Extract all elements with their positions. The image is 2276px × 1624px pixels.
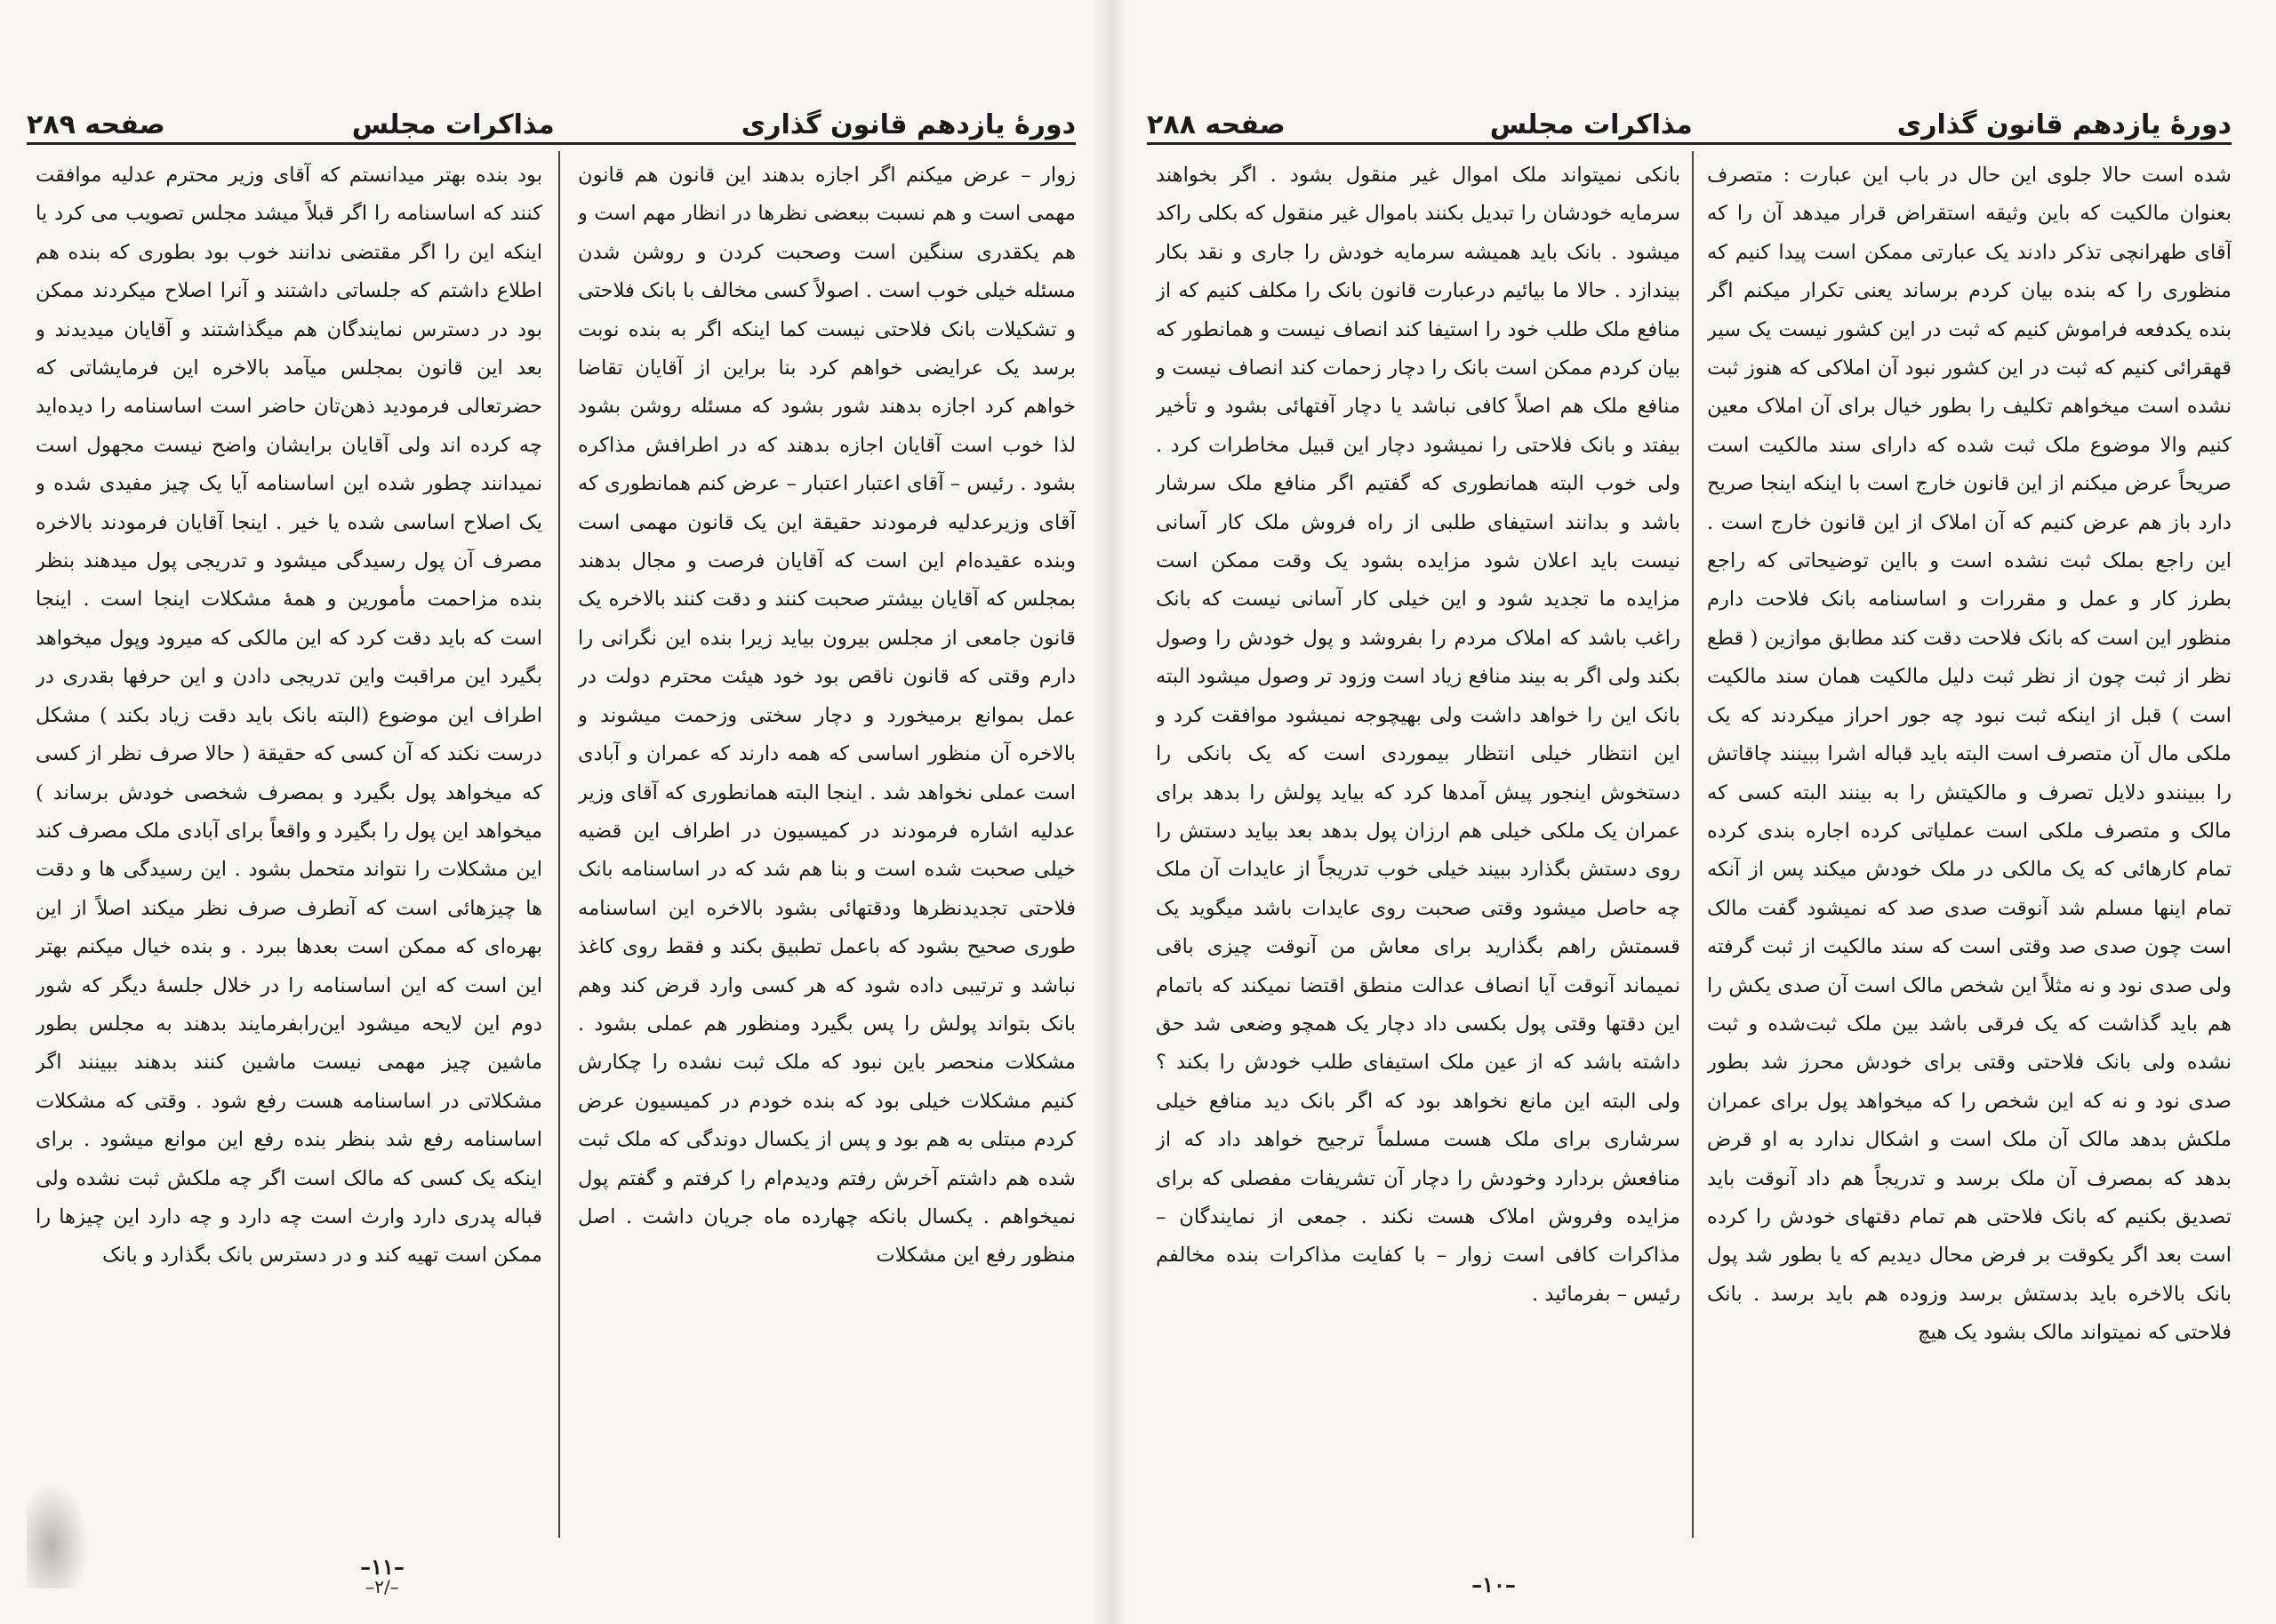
column-text: بود بنده بهتر میدانستم که آقای وزیر محترم عدلیه موافقت کنند که اساسنامه را اگر قبلاً میشد مجلس تصویب می کرد یا اینکه این را اگر مقتضی ندانند خوب بود بطوری که بنده هم اطلاع داشتم که جلساتی داشتند و آنرا اصلاح میکردند ممکن بود در دسترس نمایندگان هم میگذاشتند و آقایان میدیدند و بعد این قانون بمجلس میآمد بالاخره این فرمایشاتی که حضرتعالی فرمودید ذهن‌تان حاضر است اساسنامه را دیده‌اید چه کرده اند ولی آقایان برایشان واضح نیست مجهول است نمیدانند چطور شده این اساسنامه آیا یک چیز مفیدی شده و یک اصلاح اساسی شده یا خیر . اینجا آقایان فرمودند بالاخره مصرف آن پول رسیدگی میشود و تدریجی پول میدهند بنظر بنده مزاحمت مأمورین و همهٔ مشکلات اینجا است . اینجا است که باید دقت کرد که این مالکی که میرود وپول میخواهد بگیرد این مراقبت واین تدریجی دادن و این حرفها بقدری در اطراف این موضوع (البته بانک باید دقت زیاد بکند ) مشکل درست نکند که آن کسی که حقیقة ( حالا صرف نظر از کسی که میخواهد پول بگیرد و بمصرف شخصی خودش برساند ) میخواهد این پول را بگیرد و واقعاً برای آبادی ملک مصرف کند این مشکلات را نتواند متحمل بشود . این رسیدگی ها و دقت ها چیزهائی است که آنطرف صرف نظر میکند اصلاً از این بهره‌ای که ممکن است بعدها ببرد . و بنده خیال میکنم بهتر این است که این اساسنامه را در خلال جلسهٔ دیگر که شور دوم این لایحه میشود این‌رابفرمایند بدهند به مجلس بطور ماشین چیز مهمی نیست ماشین کنند بدهند ببینند اگر مشکلاتی در اساسنامه هست رفع شود . وقتی که مشکلات اساسنامه رفع شد بنظر بنده رفع این موانع میشود . برای اینکه یک کسی که مالک است اگر چه ملکش ثبت نشده ولی قباله پدری دارد وارث است چه دارد و چه دارد این چیزها را ممکن است تهیه کند و در دسترس بانک بگذارد و بانک bbox=[36, 164, 542, 1268]
page-288 bbox=[1147, 0, 2232, 1624]
column-text: زوار – عرض میکنم اگر اجازه بدهند این قانون هم قانون مهمی است و هم نسبت ببعضی نظرها در انظار مهم است و هم یکقدری سنگین است وصحبت کردن و روشن شدن مسئله خیلی خوب است . اصولاً کسی مخالف با بانک فلاحتی و تشکیلات بانک فلاحتی نیست کما اینکه اگر به بنده نوبت برسد یک عرایضی خواهم کرد بنا براین از آقایان تقاضا خواهم کرد اجازه بدهند شور بشود که مسئله روشن بشود لذا خوب است آقایان اجازه بدهند که در اطرافش مذاکره بشود . رئیس – آقای اعتبار اعتبار – عرض کنم همانطوری که آقای وزیرعدلیه فرمودند حقیقة این یک قانون مهمی است وبنده عقیده‌ام این است که آقایان فرصت و مجال بدهند بمجلس که آقایان بیشتر صحبت کنند و دقت کنند بالاخره یک قانون جامعی از مجلس بیرون بیاید زیرا بنده این نگرانی را دارم وقتی که قانون ناقص بود خود هیئت محترم دولت در عمل بموانع برمیخورد و دچار سختی وزحمت میشوند و بالاخره آن منظور اساسی که همه دارند که عمران و آبادی است عملی نخواهد شد . اینجا البته همانطوری که آقای وزیر عدلیه اشاره فرمودند در کمیسیون در اطراف این قضیه خیلی صحبت شده است و بنا هم شد که در اساسنامه بانک فلاحتی تجدیدنظرها ودقتهائی بشود بالاخره این اساسنامه طوری صحیح بشود که باعمل تطبیق بکند و فقط روی کاغذ نباشد و ترتیبی داده شود که هر کسی وارد قرض کند وهم بانک بتواند پولش را پس بگیرد ومنظور هم عملی بشود . مشکلات منحصر باین نبود که ملک ثبت نشده را چکارش کنیم مشکلات خیلی بود که بنده خودم در کمیسیون عرض کردم مبتلی به هم بود و پس از یکسال دوندگی که ملک ثبت شده هم داشتم آخرش رفتم ودیدم‌ام را کرفتم و گفتم پول نمیخواهم . یکسال بانکه چهارده ماه جریان داشت . اصل منظور رفع این مشکلات bbox=[578, 164, 1076, 1268]
folio bbox=[204, 1554, 560, 1597]
text-column-left bbox=[36, 156, 542, 1543]
page-289 bbox=[27, 0, 1076, 1624]
folio-sub: –۲/– bbox=[365, 1576, 399, 1597]
header-page-number: صفحه ۲۸۸ bbox=[1147, 109, 1286, 140]
folio-number: –۱۰– bbox=[1471, 1572, 1516, 1597]
header-session: دورهٔ یازدهم قانون گذاری bbox=[741, 109, 1076, 140]
folio bbox=[1316, 1572, 1671, 1597]
book-gutter bbox=[1092, 0, 1127, 1624]
folio-number: –۱۱– bbox=[360, 1554, 405, 1580]
header-rule bbox=[1147, 142, 2232, 145]
page-header bbox=[27, 78, 1076, 140]
text-column-right bbox=[578, 156, 1076, 1543]
page-header bbox=[1147, 78, 2232, 140]
header-title: مذاکرات مجلس bbox=[351, 109, 555, 140]
header-session: دورهٔ یازدهم قانون گذاری bbox=[1896, 109, 2232, 140]
column-divider bbox=[558, 151, 560, 1538]
column-text: شده است حالا جلوی این حال در باب این عبارت : متصرف بعنوان مالکیت که باین وثیقه استقراض قرار میدهد آن را که آقای طهرانچی تذکر دادند یک عبارتی ممکن است پیدا کنیم که منظوری را که بنده بیان کردم برساند یعنی تکرار میکنم اگر بنده یکدفعه فراموش کنیم که ثبت در این کشور نیست یک سیر قهقرائی کنیم که ثبت در این کشور نبود آن املاکی که هنوز ثبت نشده است میخواهم تکلیف را بطور خیال برای آن املاک معین کنیم والا موضوع ملک ثبت شده که دارای سند مالکیت است صریحاً عرض میکنم از این قانون خارج است با اینکه اینجا صریح دارد باز هم عرض کنیم که آن املاک از این قانون خارج است . این راجع بملک ثبت نشده است و بااین توضیحاتی که راجع بطرز کار و عمل و مقررات و اساسنامه بانک فلاحت دارم منظور این است که بانک فلاحت دقت کند مطابق موازین ( قطع نظر از ثبت چون از نظر ثبت دلیل مالکیت همان سند مالکیت است ) قبل از اینکه ثبت نبود چه جور احراز میکردند که یک ملکی مال آن متصرف است البته باید قباله اشرا ببینند چاقاتش را ببینندو دلایل تصرف و مالکیتش را به بینند البته کسی که مالک و متصرف ملکی است عملیاتی کرده اجاره بندی کرده تمام کارهائی که یک مالکی در ملک خودش میکند پس از آنکه تمام اینها مسلم شد آنوقت صدی صد که نمیشود گفت مالک است چون صدی صد وقتی است که سند مالکیت از ثبت گرفته ولی صدی نود و نه مثلاً این شخص مالک است آن صدی یکش را هم باید گذاشت که یک فرقی باشد بین ملک ثبت‌شده و ثبت نشده ولی بانک فلاحتی وقتی برای خودش محرز شد بطور صدی نود و نه که این شخص را که میخواهد پول برای عمران ملکش بدهد مالک آن ملک است و اشکال ندارد به او قرض بدهد که بمصرف آن ملک برسد و تدریجاً هم داد آنوقت باید تصدیق بکنیم که بانک فلاحتی هم تمام دقتهای خودش را کرده است بعد اگر یکوقت بر فرض محال دیدیم که یا بطور شد پول بانک بالاخره باید بدستش برسد وزوده هم باید برسد . بانک فلاحتی که نمیتواند مالک بشود یک هیچ bbox=[1707, 164, 2232, 1345]
column-text: بانکی نمیتواند ملک اموال غیر منقول بشود . اگر بخواهند سرمایه خودشان را تبدیل بکنند باموال غیر منقول که بکلی راکد میشود . بانک باید همیشه سرمایه خودش را جاری و نقد بکار بیندازد . حالا ما بیائیم درعبارت قانون بانک را مکلف کنیم که از منافع ملک طلب خود را استیفا کند انصاف نیست و همانطور که بیان کردم ممکن است بانک را دچار زحمات کند انصاف نیست و منافع ملک هم اصلاً کافی نباشد یا دچار آفتهائی بشود و تأخیر بیفتد و بانک فلاحتی را نمیشود دچار این قبیل مخاطرات کرد . ولی خوب البته همانطوری که گفتیم اگر منافع ملک سرشار باشد و بدانند استیفای طلبی از راه فروش ملک کار آسانی نیست باید اعلان شود مزایده بشود یک وقت ممکن است مزایده ما تجدید شود و این خیلی کار آسانی نیست که بانک راغب باشد که املاک مردم را بفروشد و پول خودش را وصول بکند ولی اگر به بیند منافع زیاد است وزود تر وصول میشود البته بانک این را خواهد داشت ولی بهیچوجه نمیشود موافقت کرد و این انتظار خیلی انتظار بیموردی است که یک بانکی را دستخوش اینجور پیش آمدها کرد که بیاید پولش را بدهد برای عمران یک ملکی خیلی هم ارزان پول بدهد بعد بیاید دستش را روی دستش بگذارد ببیند خیلی خوب تدریجاً از عایدات آن ملک چه حاصل میشود وقتی صحبت روی عایدات باشد میگوید یک قسمتش راهم بگذارید برای معاش من آنوقت چیزی باقی نمیماند آنوقت آیا انصاف عدالت منطق اقتضا نمیکند که باتمام این دقتها وقتی پول بکسی داد دچار یک همچو وضعی شد حق داشته باشد که از عین ملک استیفای طلب خودش را بکند ؟ ولی البته این مانع نخواهد بود که اگر بانک دید منافع خیلی سرشاری برای ملک هست مسلماً ترجیح خواهد داد که از منافعش بردارد وخودش را دچار آن تشریفات مفصلی که برای مزایده وفروش املاک هست نکند . جمعی از نمایندگان – مذاکرات کافی است زوار – با کفایت مذاکرات بنده مخالفم رئیس – بفرمائید . bbox=[1156, 164, 1680, 1306]
column-divider bbox=[1692, 151, 1694, 1538]
header-rule bbox=[27, 142, 1076, 145]
header-title: مذاکرات مجلس bbox=[1489, 109, 1693, 140]
header-page-number: صفحه ۲۸۹ bbox=[27, 109, 165, 140]
text-column-left bbox=[1156, 156, 1680, 1543]
scan-stain bbox=[27, 1482, 89, 1588]
text-column-right bbox=[1707, 156, 2232, 1543]
